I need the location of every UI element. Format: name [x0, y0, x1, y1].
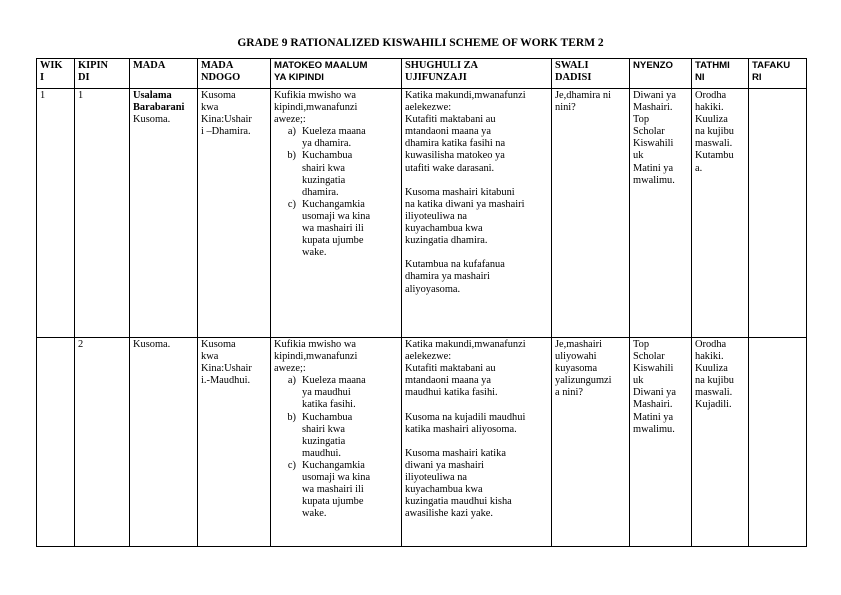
cell-wiki: [37, 89, 75, 338]
text-line: 2: [78, 339, 84, 350]
list-text: [302, 150, 352, 198]
text-line: Matini ya: [633, 162, 674, 174]
list-text: [302, 412, 352, 460]
header-kipindi: [75, 59, 130, 89]
text-line: iliyoteuliwa na: [405, 210, 468, 222]
text-line: katika fasihi.: [302, 399, 356, 411]
text-line: NI: [695, 72, 705, 84]
text-line: Kutafiti maktabani au: [405, 363, 496, 375]
text-line: shairi kwa: [302, 162, 345, 174]
text-line: Kusoma: [201, 339, 236, 350]
text-line: usomaji wa kina: [302, 472, 371, 484]
header-row: [37, 59, 807, 89]
text-line: aelekezwe:: [405, 351, 452, 363]
list-label: b): [287, 150, 296, 162]
list-item: [274, 126, 398, 150]
text-line: NYENZO: [633, 60, 673, 71]
text-line: Usalama: [133, 90, 172, 101]
text-line: kuzingatia maudhui kisha: [405, 496, 512, 508]
text-line: Je,mashairi: [555, 339, 603, 350]
text-line: Orodha: [695, 90, 727, 101]
list-text: [302, 460, 370, 520]
text-line: Kiswahili: [633, 363, 674, 375]
list-text: [302, 199, 370, 259]
text-line: Kuchangamkia: [302, 459, 365, 471]
text-line: RI: [752, 72, 762, 84]
text-line: Barabarani: [133, 102, 185, 114]
text-line: Kutafiti maktabani au: [405, 114, 496, 126]
text-line: hakiki.: [695, 102, 724, 114]
text-line: uk: [633, 375, 644, 387]
text-line: a.: [695, 162, 703, 174]
text-line: dhamira katika fasihi na: [405, 138, 506, 150]
cell-matokeo: [271, 89, 402, 338]
cell-kipindi: [75, 89, 130, 338]
text-line: Kueleza maana: [302, 126, 366, 138]
text-line: YA KIPINDI: [274, 72, 324, 84]
text-line: Kuuliza: [695, 363, 728, 375]
text-line: hakiki.: [695, 351, 724, 363]
text-line: Top: [633, 114, 650, 126]
text-line: diwani ya mashairi: [405, 459, 485, 471]
cell-mada: [130, 89, 198, 338]
header-mada-ndogo: [198, 59, 271, 89]
text-line: TATHMI: [695, 60, 730, 71]
cell-shughuli: [402, 338, 552, 547]
list-label: a): [287, 375, 296, 387]
text-line: Top: [633, 339, 650, 350]
text-line: dhamira ya mashairi: [405, 271, 490, 283]
text-line: ya dhamira.: [302, 138, 352, 150]
text-line: Kusoma.: [133, 114, 171, 126]
text-line: Kuchangamkia: [302, 198, 365, 210]
text-line: aweze;:: [274, 363, 306, 375]
scheme-of-work-table: [36, 58, 807, 547]
text-line: kuyachambua kwa: [405, 223, 483, 235]
text-line: maswali.: [695, 138, 733, 150]
text-line: [405, 175, 548, 187]
text-line: Kujadili.: [695, 399, 732, 411]
text-line: 1: [40, 90, 46, 101]
text-line: maswali.: [695, 387, 733, 399]
text-line: Scholar: [633, 126, 665, 138]
text-line: SWALI: [555, 60, 589, 71]
text-line: Kutambu: [695, 150, 734, 162]
cell-nyenzo: [630, 338, 692, 547]
text-line: utafiti wake darasani.: [405, 162, 495, 174]
header-nyenzo: [630, 59, 692, 89]
text-line: Kufikia mwisho wa: [274, 339, 356, 350]
list-label: a): [287, 126, 296, 138]
text-line: awasilishe kazi yake.: [405, 508, 493, 520]
text-line: maudhui katika fasihi.: [405, 387, 498, 399]
cell-swali-dadisi: [552, 89, 630, 338]
text-line: Kiswahili: [633, 138, 674, 150]
text-line: MATOKEO MAALUM: [274, 60, 368, 71]
table-row: [37, 89, 807, 338]
text-line: wake.: [302, 508, 327, 520]
text-line: aelekezwe:: [405, 102, 452, 114]
cell-nyenzo: [630, 89, 692, 338]
list-label: b): [287, 411, 296, 423]
text-line: kuzingatia: [302, 435, 346, 447]
text-line: Kina:Ushair: [201, 114, 252, 126]
text-line: Scholar: [633, 351, 665, 363]
text-line: kupata ujumbe: [302, 235, 364, 247]
text-line: mtandaoni maana ya: [405, 375, 491, 387]
text-line: wa mashairi ili: [302, 223, 364, 235]
cell-wiki: [37, 338, 75, 547]
header-tafakuri: [749, 59, 807, 89]
text-line: na katika diwani ya mashairi: [405, 198, 525, 210]
text-line: uliyowahi: [555, 351, 597, 363]
text-line: DADISI: [555, 72, 592, 84]
text-line: Kusoma mashairi kitabuni: [405, 186, 515, 198]
text-line: KIPIN: [78, 60, 109, 71]
text-line: Kina:Ushair: [201, 363, 252, 375]
text-line: kuyasoma: [555, 363, 598, 375]
text-line: i –Dhamira.: [201, 126, 251, 138]
cell-tathmini: [692, 338, 749, 547]
text-line: Je,dhamira ni: [555, 90, 611, 101]
text-line: Kusoma na kujadili maudhui: [405, 411, 526, 423]
text-line: Kueleza maana: [302, 375, 366, 387]
text-line: mtandaoni maana ya: [405, 126, 491, 138]
text-line: ya maudhui: [302, 387, 351, 399]
text-line: NDOGO: [201, 72, 241, 84]
text-line: Kuchambua: [302, 411, 353, 423]
text-line: kupata ujumbe: [302, 496, 364, 508]
text-line: i.-Maudhui.: [201, 375, 251, 387]
document-title: GRADE 9 RATIONALIZED KISWAHILI SCHEME OF WORK TERM 2: [237, 37, 604, 49]
text-line: UJIFUNZAJI: [405, 72, 467, 84]
text-line: a nini?: [555, 387, 583, 399]
cell-matokeo: [271, 338, 402, 547]
text-line: shairi kwa: [302, 423, 345, 435]
text-line: na kujibu: [695, 375, 734, 387]
text-line: iliyoteuliwa na: [405, 472, 468, 484]
text-line: aliyoyasoma.: [405, 283, 461, 295]
text-line: Matini ya: [633, 411, 674, 423]
text-line: kwa: [201, 102, 219, 114]
text-line: [405, 247, 548, 259]
text-line: na kujibu: [695, 126, 734, 138]
text-line: aweze;:: [274, 114, 306, 126]
list-label: c): [287, 459, 296, 471]
text-line: dhamira.: [302, 186, 339, 198]
text-line: I: [40, 72, 45, 84]
text-line: kipindi,mwanafunzi: [274, 351, 358, 363]
text-line: Mashairi.: [633, 102, 673, 114]
list-item: [274, 412, 398, 460]
cell-kipindi: [75, 338, 130, 547]
text-line: SHUGHULI ZA: [405, 60, 479, 71]
text-line: katika mashairi aliyosoma.: [405, 423, 517, 435]
text-line: maudhui.: [302, 447, 341, 459]
text-line: Kufikia mwisho wa: [274, 90, 356, 101]
header-matokeo: [271, 59, 402, 89]
text-line: Kuuliza: [695, 114, 728, 126]
text-line: kuyachambua kwa: [405, 484, 483, 496]
text-line: uk: [633, 150, 644, 162]
text-line: Orodha: [695, 339, 727, 350]
text-line: Mashairi.: [633, 399, 673, 411]
text-line: WIK: [40, 60, 63, 71]
text-line: usomaji wa kina: [302, 210, 371, 222]
cell-mada: [130, 338, 198, 547]
list-item: [274, 460, 398, 520]
list-item: [274, 375, 398, 411]
cell-swali-dadisi: [552, 338, 630, 547]
text-line: Kutambua na kufafanua: [405, 259, 505, 271]
text-line: mwalimu.: [633, 174, 675, 186]
text-line: MADA: [133, 60, 166, 71]
cell-mada-ndogo: [198, 89, 271, 338]
text-line: wa mashairi ili: [302, 484, 364, 496]
text-line: kuwasilisha matokeo ya: [405, 150, 505, 162]
header-shughuli: [402, 59, 552, 89]
text-line: Diwani ya: [633, 387, 676, 399]
text-line: kwa: [201, 351, 219, 363]
header-mada: [130, 59, 198, 89]
text-line: kuzingatia: [302, 174, 346, 186]
list-text: [302, 126, 366, 150]
cell-shughuli: [402, 89, 552, 338]
list-label: c): [287, 198, 296, 210]
text-line: Kuchambua: [302, 150, 353, 162]
cell-mada-ndogo: [198, 338, 271, 547]
text-line: kipindi,mwanafunzi: [274, 102, 358, 114]
text-line: Kusoma mashairi katika: [405, 447, 506, 459]
header-tathmini: [692, 59, 749, 89]
text-line: MADA: [201, 60, 234, 71]
list-item: [274, 199, 398, 259]
text-line: Kusoma: [201, 90, 236, 101]
cell-tathmini: [692, 89, 749, 338]
text-line: wake.: [302, 247, 327, 259]
list-text: [302, 375, 366, 411]
cell-tafakuri: [749, 89, 807, 338]
text-line: kuzingatia dhamira.: [405, 235, 488, 247]
text-line: yalizungumzi: [555, 375, 612, 387]
text-line: DI: [78, 72, 90, 84]
text-line: Katika makundi,mwanafunzi: [405, 339, 526, 350]
text-line: Kusoma.: [133, 339, 171, 350]
text-line: TAFAKU: [752, 60, 791, 71]
text-line: 1: [78, 90, 84, 101]
text-line: Katika makundi,mwanafunzi: [405, 90, 526, 101]
text-line: mwalimu.: [633, 423, 675, 435]
text-line: Diwani ya: [633, 90, 676, 101]
text-line: nini?: [555, 102, 576, 114]
table-row: [37, 338, 807, 547]
text-line: [405, 399, 548, 411]
list-item: [274, 150, 398, 198]
header-wiki: [37, 59, 75, 89]
cell-tafakuri: [749, 338, 807, 547]
text-line: [405, 436, 548, 448]
header-swali-dadisi: [552, 59, 630, 89]
